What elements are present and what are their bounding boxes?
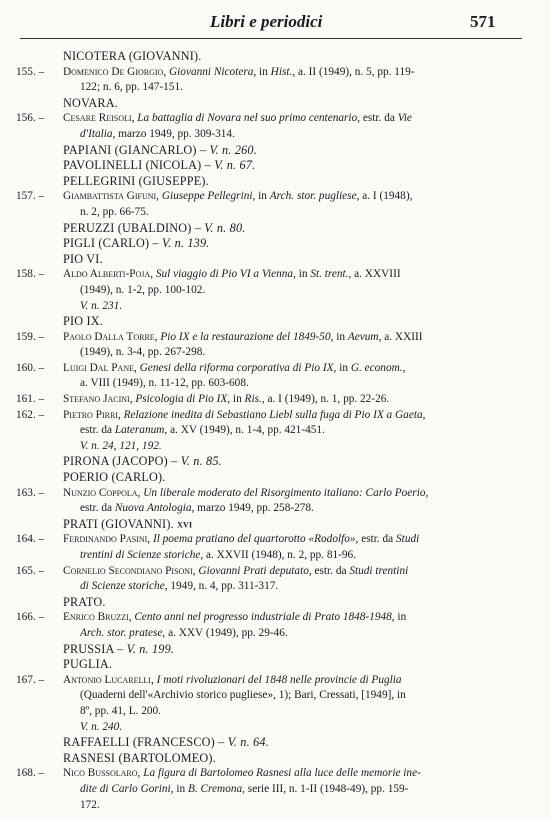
entry-continuation [0,283,550,299]
entry-continuation [0,439,550,455]
entry-line [0,610,550,626]
entry-number: 162. – [16,408,45,421]
italic-text: Cento anni nel progresso industriale di Prato 1848-1948 [134,611,392,624]
entry-number: 158. – [16,268,45,281]
text-run: (1949), n. 1-2, pp. 100-102. [80,283,206,296]
italic-text: V. n. 24, 121, 192. [80,439,162,452]
italic-text: trentini di Scienze storiche [80,549,201,561]
text-run: , estr. da [308,564,350,577]
subject-heading [0,236,550,252]
text-run: PRUSSIA – [63,641,127,656]
entry-line [0,766,550,782]
text-run: , [163,65,169,78]
italic-text: V. n. 240. [80,720,123,733]
entry-number: 155. – [16,65,45,78]
italic-text: Giuseppe Pellegrini [161,190,253,203]
author-name: Aldo Alberti-Poja [63,268,151,281]
italic-text: I moti rivoluzionari del 1848 nelle provincie di Puglia [156,673,402,686]
italic-text: Lateranum [114,424,165,437]
text-run: PIGLI (CARLO) – [63,236,162,251]
italic-text: Vie [397,112,412,125]
entry-number: 161. – [16,393,45,406]
italic-text: Nuova Antologia [114,502,192,515]
subject-heading [0,642,550,658]
subject-heading [0,174,550,190]
author-name: Nunzio Coppola [63,486,138,499]
author-name: Paolo Dalla Torre [63,330,155,343]
text-run: (Quaderni dell'«Archivio storico pugliese», 1); Bari, Cressati, [1949], in [80,689,406,702]
italic-text: V. n. 231. [80,299,123,312]
heading-text: PIO IX. [63,314,103,329]
text-run: , in [293,268,311,281]
text-run: , in [227,393,245,406]
entry-number: 168. – [16,767,45,780]
text-run: , [150,673,157,686]
italic-text: La battaglia di Novara nel suo primo centenario [137,112,358,125]
entry-number: 157. – [16,190,45,203]
italic-text: V. n. 67. [214,158,256,173]
text-run: (1949), n. 3-4, pp. 267-298. [80,346,206,359]
italic-text: Studi [396,533,420,546]
text-run: , a. XXIII [378,330,423,343]
heading-text: PELLEGRINI (GIUSEPPE). [63,173,209,188]
italic-text: V. n. 260. [209,142,257,157]
subject-heading [0,517,550,533]
entry-continuation [0,720,550,736]
italic-text: Relazione inedita di Sebastiano Liebl sulla fuga di Pio IX a Gaeta [123,408,423,421]
subject-heading [0,595,550,611]
text-run: PAVOLINELLI (NICOLA) – [63,158,215,173]
text-run: , [147,533,153,546]
entry-line [0,564,550,580]
text-run: , [137,486,144,499]
italic-text: V. n. 139. [162,236,210,251]
text-run: n. 2, pp. 66-75. [80,205,149,218]
text-run: , [425,486,429,499]
subject-heading [0,96,550,112]
heading-text: RASNESI (BARTOLOMEO). [63,750,216,765]
entry-number: 160. – [16,361,45,374]
text-run: , [137,767,144,780]
text-run: , [402,361,406,374]
entry-continuation [0,423,550,439]
text-run: , serie III, n. 1-II (1948-49), pp. 159- [242,782,409,795]
italic-text: Giovanni Nicotera [169,65,254,78]
text-run: , [422,408,426,421]
entry-line [0,532,550,548]
text-run: , a. XXVII (1948), n. 2, pp. 81-96. [200,549,356,561]
page-number: 571 [470,12,496,31]
subject-heading [0,143,550,159]
entry-continuation [0,798,550,814]
italic-text: Arch. stor. pratese [80,626,163,639]
text-run: , in [170,782,188,795]
text-run: , [128,611,135,624]
entry-continuation [0,626,550,642]
entry-line [0,111,550,127]
italic-text: La figura di Bartolomeo Rasnesi alla luce delle memorie ine- [143,767,421,780]
entry-number: 165. – [16,564,45,577]
author-name: Domenico De Giorgio [63,65,164,78]
author-name: Stefano Jacini [63,393,130,406]
italic-text: V. n. 85. [180,454,222,469]
heading-text: PRATO. [63,594,106,609]
subject-heading [0,221,550,237]
italic-text: St. trent. [310,268,349,281]
italic-text: Pio IX e la restaurazione del 1849-50 [160,330,331,343]
entry-continuation [0,345,550,361]
text-run: , [150,268,156,281]
text-run: , [133,361,140,374]
entry-continuation [0,205,550,221]
author-name: Enrico Bruzzi [63,611,129,624]
heading-text: PIO VI. [63,251,103,266]
author-name: Giambattista Gifuni [63,190,157,203]
heading-text: PUGLIA. [63,657,113,672]
text-run: , a. II (1949), n. 5, pp. 119- [292,65,415,78]
text-run: , marzo 1949, pp. 258-278. [191,502,314,515]
text-run: PIRONA (JACOPO) – [63,454,181,469]
italic-text: Il poema pratiano del quartorotto «Rodolfo» [152,533,356,546]
text-run: , in [252,190,270,203]
subject-heading [0,314,550,330]
text-run: , a. XXVIII [348,268,401,281]
heading-text: NOVARA. [63,95,119,110]
text-run: , estr. da [357,112,398,125]
text-run: , in [330,330,348,343]
entry-line [0,673,550,689]
running-title: Libri e periodici [210,12,323,31]
italic-text: Giovanni Prati deputato [198,564,309,577]
author-name: Pietro Pirri [63,408,118,421]
text-run: , [129,393,136,406]
entry-continuation [0,299,550,315]
subject-heading [0,454,550,470]
text-run: , estr. da [355,533,397,546]
entry-continuation [0,80,550,96]
entry-number: 164. – [16,533,45,546]
text-run: a. VIII (1949), n. 11-12, pp. 603-608. [80,377,249,390]
italic-text: V. n. 80. [204,220,246,235]
text-run: estr. da [80,502,115,515]
text-run: , a. XV (1949), n. 1-4, pp. 421-451. [164,424,325,437]
entry-number: 163. – [16,486,45,499]
text-run: , [131,112,138,125]
subject-heading [0,751,550,767]
text-run: 8º, pp. 41, L. 200. [80,704,162,717]
text-run: estr. da [80,424,115,437]
entry-continuation [0,782,550,798]
subject-heading [0,252,550,268]
entry-number: 167. – [16,673,45,686]
italic-text: dite di Carlo Gorini [80,782,171,795]
entry-continuation [0,688,550,704]
text-run: , [156,190,162,203]
entry-line [0,486,550,502]
entry-continuation [0,704,550,720]
header-rule [20,38,522,39]
author-name: Cesare Reisoli [63,112,132,125]
italic-text: B. Cremona [187,782,243,795]
entry-line [0,392,550,408]
heading-text: NICOTERA (GIOVANNI). [63,49,202,63]
entry-continuation [0,127,550,143]
entry-continuation [0,579,550,595]
entry-line [0,408,550,424]
text-run: , a. I (1949), n. 1, pp. 22-26. [261,393,390,406]
italic-text: V. n. 199. [126,641,175,656]
italic-text: di Scienze storiche [80,580,165,593]
text-run: , [117,408,124,421]
italic-text: Genesi della riforma corporativa di Pio IX [139,361,334,374]
entry-line [0,361,550,377]
entry-line [0,267,550,283]
author-name: Luigi Dal Pane [63,361,134,374]
text-run: , a. XXV (1949), pp. 29-46. [162,626,288,639]
text-run: , in [253,65,271,78]
text-run: , [192,564,199,577]
entry-line [0,65,550,81]
subject-heading [0,49,550,65]
italic-text: d'Italia [80,127,113,140]
italic-text: Un liberale moderato del Risorgimento italiano: Carlo Poerio [143,486,426,499]
italic-text: Arch. stor. pugliese [269,190,357,203]
text-run: RAFFAELLI (FRANCESCO) – [63,735,228,750]
text-run: , a. I (1948), [356,190,413,203]
subject-heading [0,158,550,174]
author-name: Cornelio Secondiano Pisoni [63,564,193,577]
italic-text: Psicologia di Pio IX [135,393,228,406]
subject-heading [0,470,550,486]
author-name: Nico Bussolaro [63,767,138,780]
running-header [0,12,550,34]
subject-heading [0,735,550,751]
entry-number: 156. – [16,112,45,125]
text-run: , [154,330,161,343]
italic-text: Sul viaggio di Pio VI a Vienna [155,268,294,281]
entry-line [0,189,550,205]
italic-text: Hist. [270,65,293,78]
entry-line [0,330,550,346]
entry-number: 159. – [16,330,45,343]
text-run: , in [333,361,351,374]
subject-heading [0,657,550,673]
author-name: Antonio Lucarelli [63,673,151,686]
entry-continuation [0,501,550,517]
italic-text: Ris. [244,393,262,406]
bibliography-list [0,49,550,813]
text-run: PAPIANI (GIANCARLO) – [63,142,210,157]
text-run: PRATI (GIOVANNI). [63,516,178,531]
text-run: , marzo 1949, pp. 309-314. [112,127,235,140]
entry-number: 166. – [16,611,45,624]
author-name: Ferdinando Pasini [63,533,148,546]
text-run: 172. [80,798,100,811]
entry-continuation [0,376,550,392]
italic-text: V. n. 64. [227,735,269,750]
text-run: , in [391,611,407,624]
stamp-mark: XVI [177,520,193,530]
italic-text: G. econom. [350,361,403,374]
entry-continuation [0,548,550,564]
text-run: , 1949, n. 4, pp. 311-317. [164,580,279,593]
italic-text: Aevum [347,330,379,343]
italic-text: Studi trentini [349,564,409,577]
heading-text: POERIO (CARLO). [63,470,166,485]
text-run: 122; n. 6, pp. 147-151. [80,81,183,94]
text-run: PERUZZI (UBALDINO) – [63,220,205,235]
